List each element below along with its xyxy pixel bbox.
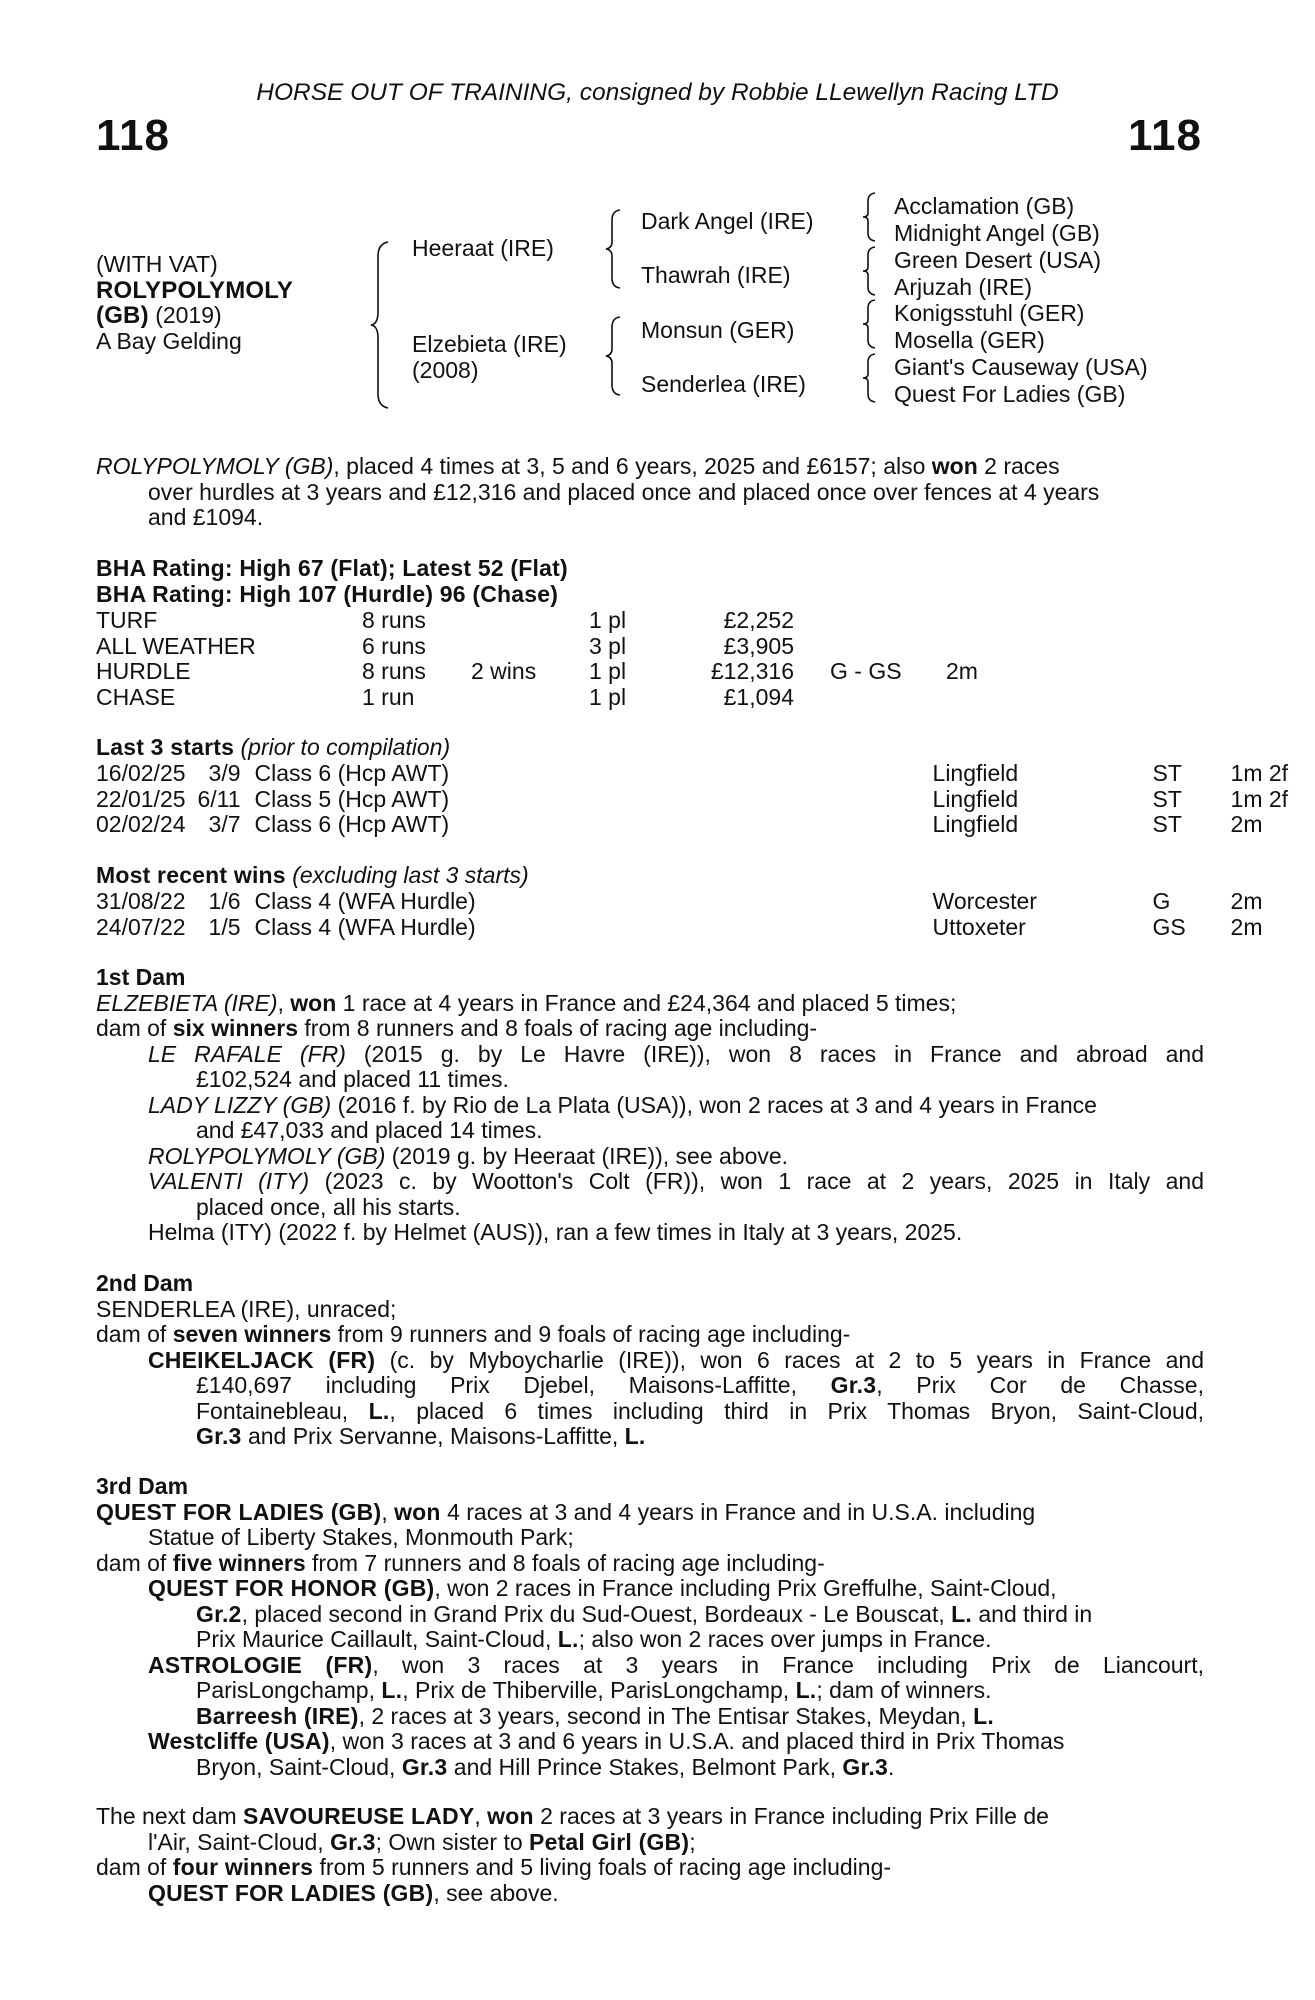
cell-distance xyxy=(946,608,1006,634)
cell-distance: 2m xyxy=(946,658,978,684)
table-row xyxy=(96,685,1006,711)
text-line xyxy=(96,1399,1204,1425)
ggp-brace-2 xyxy=(862,245,878,297)
cell-wins: 2 wins xyxy=(471,658,537,684)
cell-date: 31/08/22 xyxy=(96,888,186,914)
cell-course: Lingfield xyxy=(932,760,1019,786)
emphasis-text: QUEST FOR LADIES (GB) xyxy=(96,1498,382,1525)
emphasis-text: QUEST FOR HONOR (GB) xyxy=(148,1575,435,1601)
text-line xyxy=(96,1373,1204,1399)
table-row xyxy=(96,915,1311,941)
emphasis-text: ASTROLOGIE (FR) xyxy=(148,1651,373,1678)
text-run: £102,524 and placed 11 times. xyxy=(196,1066,509,1092)
text-line xyxy=(96,1093,1204,1119)
third-dam-title: 3rd Dam xyxy=(96,1473,189,1499)
cell-runs: 6 runs xyxy=(362,632,426,659)
text-line xyxy=(96,1804,1204,1830)
text-run: ; also won 2 races over jumps in France. xyxy=(578,1626,992,1652)
text-run: ; dam of winners. xyxy=(816,1677,992,1703)
text-line xyxy=(96,1855,1204,1881)
text-run: from 9 runners and 9 foals of racing age including- xyxy=(331,1321,851,1347)
grandsire-maternal: Monsun (GER) xyxy=(641,317,795,343)
text-line xyxy=(96,1704,1204,1730)
table-row xyxy=(96,659,1006,685)
last-starts-table xyxy=(96,761,1311,838)
emphasis-text: L. xyxy=(381,1677,403,1703)
text-run: (2023 c. by Wootton's Colt (FR)), won 1 race at 2 years, 2025 in Italy and xyxy=(309,1168,1204,1194)
text-run: (2015 g. by Le Havre (IRE)), won 8 races in France and abroad and xyxy=(345,1040,1204,1067)
cell-surface: HURDLE xyxy=(96,658,191,684)
cell-placed: 1 pl xyxy=(589,607,627,633)
text-run: and third in xyxy=(971,1600,1093,1627)
great-grandparent: Konigsstuhl (GER) xyxy=(894,300,1085,326)
cell-race: Class 6 (Hcp AWT) xyxy=(254,811,450,837)
text-run: Prix Maurice Caillault, Saint-Cloud, xyxy=(196,1626,558,1652)
text-line xyxy=(96,1678,1204,1704)
emphasis-text: L. xyxy=(368,1397,390,1424)
text-run: ParisLongchamp, xyxy=(196,1677,382,1703)
text-run: ; xyxy=(689,1828,696,1855)
cell-going xyxy=(794,608,946,634)
cell-distance xyxy=(946,685,1006,711)
text-run: placed once, all his starts. xyxy=(196,1193,461,1220)
text-run: Statue of Liberty Stakes, Monmouth Park; xyxy=(148,1524,574,1550)
cell-distance: 2m xyxy=(1230,888,1263,914)
text-run: from 7 runners and 8 foals of racing age including- xyxy=(305,1549,825,1576)
recent-wins-subtitle: (excluding last 3 starts) xyxy=(292,862,529,888)
emphasis-text: QUEST FOR LADIES (GB) xyxy=(148,1879,434,1906)
text-run: SENDERLEA (IRE), unraced; xyxy=(96,1295,397,1322)
text-run: 1 race at 4 years in France and £24,364 and placed 5 times; xyxy=(336,989,957,1016)
emphasis-text: SAVOUREUSE LADY xyxy=(243,1803,475,1829)
text-run: Bryon, Saint-Cloud, xyxy=(196,1753,402,1780)
text-run: , see above. xyxy=(433,1879,559,1906)
cell-going: ST xyxy=(1152,760,1182,786)
second-dam-body xyxy=(96,1297,1204,1450)
text-run: ; Own sister to xyxy=(375,1828,530,1855)
emphasis-text: L. xyxy=(951,1600,972,1627)
emphasis-text: five winners xyxy=(172,1549,306,1576)
horse-country-year xyxy=(96,303,293,329)
cell-race: Class 4 (WFA Hurdle) xyxy=(254,913,476,940)
text-run: Fontainebleau, xyxy=(196,1397,369,1424)
emphasis-text: Petal Girl (GB) xyxy=(529,1828,690,1855)
sire: Heeraat (IRE) xyxy=(412,235,554,261)
cell-distance: 2m xyxy=(1230,913,1263,940)
lot-number-left: 118 xyxy=(96,111,170,160)
cell-date: 24/07/22 xyxy=(96,913,186,940)
text-run: 2 races at 3 years in France including Prix Fille de xyxy=(533,1803,1049,1829)
text-run: (2016 f. by Rio de La Plata (USA)), won 2 races at 3 and 4 years in France xyxy=(331,1091,1097,1118)
last-starts-title: Last 3 starts xyxy=(96,734,235,760)
text-run: l'Air, Saint-Cloud, xyxy=(148,1828,331,1855)
text-run: , placed 4 times at 3, 5 and 6 years, 2025 and £6157; also xyxy=(333,453,932,479)
text-run: (c. by Myboycharlie (IRE)), won 6 races at 2 to 5 years in France and xyxy=(375,1346,1205,1373)
text-line xyxy=(96,480,1204,506)
great-grandparent: Green Desert (USA) xyxy=(894,247,1102,273)
cell-pos: 6/11 xyxy=(197,785,241,812)
emphasis-text: Gr.3 xyxy=(401,1753,448,1780)
text-line xyxy=(96,1627,1204,1653)
cell-surface: CHASE xyxy=(96,683,176,710)
text-line xyxy=(96,1525,1204,1551)
cell-prize: £3,905 xyxy=(723,632,794,659)
ggp-brace-4 xyxy=(862,352,878,404)
text-run: and £47,033 and placed 14 times. xyxy=(196,1117,543,1143)
table-row xyxy=(96,889,1311,915)
second-dam-section xyxy=(96,1271,1204,1450)
text-line xyxy=(96,1551,1204,1577)
emphasis-text: L. xyxy=(973,1702,994,1729)
text-run: over hurdles at 3 years and £12,316 and placed once and placed once over fences at 4 years xyxy=(148,478,1100,505)
great-grandparent: Acclamation (GB) xyxy=(894,193,1075,219)
horse-identity xyxy=(96,252,293,354)
text-line xyxy=(96,1169,1204,1195)
great-grandparent: Quest For Ladies (GB) xyxy=(894,381,1126,407)
text-line xyxy=(96,1500,1204,1526)
cell-runs: 8 runs xyxy=(362,658,426,684)
table-row xyxy=(96,787,1311,813)
text-run: . xyxy=(887,1753,895,1780)
horse-country: (GB) xyxy=(96,302,149,329)
cell-pos: 3/9 xyxy=(208,760,241,786)
bha-rating-flat: BHA Rating: High 67 (Flat); Latest 52 (Flat) xyxy=(96,555,568,581)
last-starts-heading xyxy=(96,735,1204,761)
cell-going: ST xyxy=(1152,811,1182,837)
text-run: 4 races at 3 and 4 years in France and in U.S.A. including xyxy=(440,1498,1036,1525)
cell-surface: ALL WEATHER xyxy=(96,632,256,659)
text-line xyxy=(96,1755,1204,1781)
emphasis-text: Gr.3 xyxy=(830,1372,877,1398)
emphasis-text: Gr.3 xyxy=(842,1753,888,1780)
text-run: , xyxy=(277,989,291,1016)
emphasis-text: Gr.3 xyxy=(330,1828,376,1855)
recent-wins-table xyxy=(96,889,1311,940)
ggp-brace-1 xyxy=(862,191,878,243)
cell-pos: 1/6 xyxy=(208,888,241,914)
cell-race: Class 4 (WFA Hurdle) xyxy=(254,888,476,914)
table-row xyxy=(96,634,1006,660)
text-run: , won 3 races at 3 and 6 years in U.S.A. and placed third in Prix Thomas xyxy=(329,1728,1065,1754)
text-line xyxy=(96,1220,1204,1246)
text-run: Helma (ITY) (2022 f. by Helmet (AUS)), ran a few times in Italy at 3 years, 2025. xyxy=(148,1219,963,1245)
table-row xyxy=(96,608,1006,634)
text-line xyxy=(96,1118,1204,1144)
text-run: 2 races xyxy=(977,453,1060,479)
text-run: dam of xyxy=(96,1854,173,1880)
table-row xyxy=(96,812,1311,838)
cell-prize: £1,094 xyxy=(723,683,794,710)
cell-going: G xyxy=(1152,888,1171,914)
cell-date: 22/01/25 xyxy=(96,785,186,812)
cell-distance: 1m 2f xyxy=(1230,760,1289,786)
text-line xyxy=(96,1729,1204,1755)
emphasis-text: four winners xyxy=(172,1854,314,1880)
last-starts-subtitle: (prior to compilation) xyxy=(240,734,451,760)
dam-line-brace xyxy=(605,315,623,397)
cell-race: Class 5 (Hcp AWT) xyxy=(254,785,450,812)
text-line xyxy=(96,991,1204,1017)
text-run: , 2 races at 3 years, second in The Entisar Stakes, Meydan, xyxy=(358,1702,974,1729)
sire-dam-brace xyxy=(370,240,392,410)
emphasis-text: six winners xyxy=(172,1015,298,1041)
text-run: , xyxy=(474,1803,488,1829)
text-run: and £1094. xyxy=(148,504,264,530)
cell-going: ST xyxy=(1152,785,1182,812)
third-dam-body xyxy=(96,1500,1204,1781)
cell-going: G - GS xyxy=(830,658,902,684)
granddam-maternal: Senderlea (IRE) xyxy=(641,371,806,397)
emphasis-text: Gr.2 xyxy=(196,1600,242,1627)
cell-going xyxy=(794,634,946,660)
text-line xyxy=(96,505,1204,531)
text-line xyxy=(96,1602,1204,1628)
great-grandparent: Midnight Angel (GB) xyxy=(894,220,1100,246)
cell-pos: 1/5 xyxy=(208,913,241,940)
text-line xyxy=(96,1653,1204,1679)
text-line xyxy=(96,1322,1204,1348)
emphasis-text: won xyxy=(931,453,978,479)
emphasis-text: L. xyxy=(624,1423,646,1449)
text-run: , Prix Cor de Chasse, xyxy=(876,1372,1204,1398)
text-run: , xyxy=(381,1498,395,1525)
emphasis-text: won xyxy=(290,989,337,1016)
text-line xyxy=(96,1348,1204,1374)
racing-summary xyxy=(96,454,1204,531)
cell-runs: 8 runs xyxy=(362,607,426,633)
text-line xyxy=(96,1067,1204,1093)
great-grandparent: Mosella (GER) xyxy=(894,327,1045,353)
cell-prize: £12,316 xyxy=(710,658,794,684)
text-line xyxy=(96,1195,1204,1221)
emphasis-text: Barreesh (IRE) xyxy=(196,1702,359,1729)
ggp-brace-3 xyxy=(862,298,878,350)
horse-name-italic: ROLYPOLYMOLY (GB) xyxy=(96,453,334,479)
cell-course: Lingfield xyxy=(932,811,1019,837)
cell-race: Class 6 (Hcp AWT) xyxy=(254,760,450,786)
emphasis-text: L. xyxy=(795,1677,817,1703)
cell-runs: 1 run xyxy=(362,683,415,710)
text-run: dam of xyxy=(96,1015,173,1041)
text-run: , placed second in Grand Prix du Sud-Ouest, Bordeaux - Le Bouscat, xyxy=(241,1600,952,1627)
horse-name-italic: VALENTI (ITY) xyxy=(148,1168,310,1194)
horse-name-italic: LADY LIZZY (GB) xyxy=(148,1091,332,1118)
text-run: , placed 6 times including third in Prix Thomas Bryon, Saint-Cloud, xyxy=(389,1397,1204,1424)
text-line xyxy=(96,1297,1204,1323)
text-run: , won 3 races at 3 years in France including Prix de Liancourt, xyxy=(372,1651,1204,1678)
bha-rating-jumps: BHA Rating: High 107 (Hurdle) 96 (Chase) xyxy=(96,581,559,607)
cell-distance: 1m 2f xyxy=(1230,785,1289,812)
text-run: , won 2 races in France including Prix Greffulhe, Saint-Cloud, xyxy=(434,1575,1057,1601)
table-row xyxy=(96,761,1311,787)
cell-wins xyxy=(471,608,589,634)
great-grandparent: Giant's Causeway (USA) xyxy=(894,354,1148,380)
first-dam-section xyxy=(96,965,1204,1246)
second-dam-title: 2nd Dam xyxy=(96,1270,194,1296)
cell-distance: 2m xyxy=(1230,811,1263,837)
emphasis-text: L. xyxy=(557,1626,579,1652)
text-line xyxy=(96,1042,1204,1068)
horse-year: (2019) xyxy=(155,302,222,328)
text-run: The next dam xyxy=(96,1803,244,1829)
recent-wins-title: Most recent wins xyxy=(96,862,286,888)
text-run: and Hill Prince Stakes, Belmont Park, xyxy=(447,1753,843,1780)
text-run: from 8 runners and 8 foals of racing age including- xyxy=(298,1015,818,1041)
sire-line-brace xyxy=(605,208,623,290)
cell-going: GS xyxy=(1152,913,1186,940)
first-dam-title: 1st Dam xyxy=(96,964,186,990)
dam: Elzebieta (IRE) xyxy=(412,331,567,357)
text-line xyxy=(96,1881,1204,1907)
emphasis-text: CHEIKELJACK (FR) xyxy=(148,1346,376,1373)
text-run: (2019 g. by Heeraat (IRE)), see above. xyxy=(385,1142,789,1169)
dam-year: (2008) xyxy=(412,357,479,383)
cell-distance xyxy=(946,634,1006,660)
first-dam-body xyxy=(96,991,1204,1246)
cell-going xyxy=(794,685,946,711)
text-run: £140,697 including Prix Djebel, Maisons-Laffitte, xyxy=(196,1372,831,1398)
cell-course: Lingfield xyxy=(932,785,1019,812)
next-dam-section xyxy=(96,1804,1204,1906)
granddam-paternal: Thawrah (IRE) xyxy=(641,262,791,288)
cell-wins xyxy=(471,634,589,660)
text-line xyxy=(96,1144,1204,1170)
cell-placed: 3 pl xyxy=(589,632,627,659)
text-run: from 5 runners and 5 living foals of racing age including- xyxy=(313,1854,892,1880)
horse-name: ROLYPOLYMOLY xyxy=(96,276,294,304)
vat-note: (WITH VAT) xyxy=(96,251,218,277)
cell-prize: £2,252 xyxy=(723,607,794,633)
text-run: dam of xyxy=(96,1549,173,1576)
text-line xyxy=(96,1576,1204,1602)
horse-name-italic: ROLYPOLYMOLY (GB) xyxy=(148,1142,386,1169)
horse-name-italic: ELZEBIETA (IRE) xyxy=(96,989,278,1016)
text-run: dam of xyxy=(96,1321,173,1347)
lot-number-right: 118 xyxy=(1128,111,1202,160)
emphasis-text: Westcliffe (USA) xyxy=(148,1728,330,1754)
cell-date: 02/02/24 xyxy=(96,811,186,837)
horse-description: A Bay Gelding xyxy=(96,327,242,354)
third-dam-section xyxy=(96,1474,1204,1780)
racing-record-table xyxy=(96,608,1006,710)
cell-course: Uttoxeter xyxy=(932,913,1026,940)
horse-name-italic: LE RAFALE (FR) xyxy=(148,1040,346,1067)
text-run: and Prix Servanne, Maisons-Laffitte, xyxy=(241,1423,625,1449)
cell-course: Worcester xyxy=(932,888,1037,914)
grandsire-paternal: Dark Angel (IRE) xyxy=(641,208,814,234)
cell-placed: 1 pl xyxy=(589,683,627,710)
cell-pos: 3/7 xyxy=(208,811,241,837)
text-line xyxy=(96,1830,1204,1856)
great-grandparent: Arjuzah (IRE) xyxy=(894,274,1033,300)
text-line xyxy=(96,1424,1204,1450)
text-line xyxy=(96,454,1204,480)
recent-wins-heading xyxy=(96,863,1204,889)
emphasis-text: seven winners xyxy=(172,1321,332,1347)
cell-surface: TURF xyxy=(96,607,158,633)
consignor-heading: HORSE OUT OF TRAINING, consigned by Robbie LLewellyn Racing LTD xyxy=(256,79,1059,106)
emphasis-text: won xyxy=(487,1803,534,1829)
emphasis-text: won xyxy=(394,1498,441,1525)
emphasis-text: Gr.3 xyxy=(196,1423,242,1449)
cell-date: 16/02/25 xyxy=(96,760,186,786)
text-line xyxy=(96,1016,1204,1042)
cell-wins xyxy=(471,685,589,711)
text-run: , Prix de Thiberville, ParisLongchamp, xyxy=(402,1677,796,1703)
cell-placed: 1 pl xyxy=(589,658,627,684)
